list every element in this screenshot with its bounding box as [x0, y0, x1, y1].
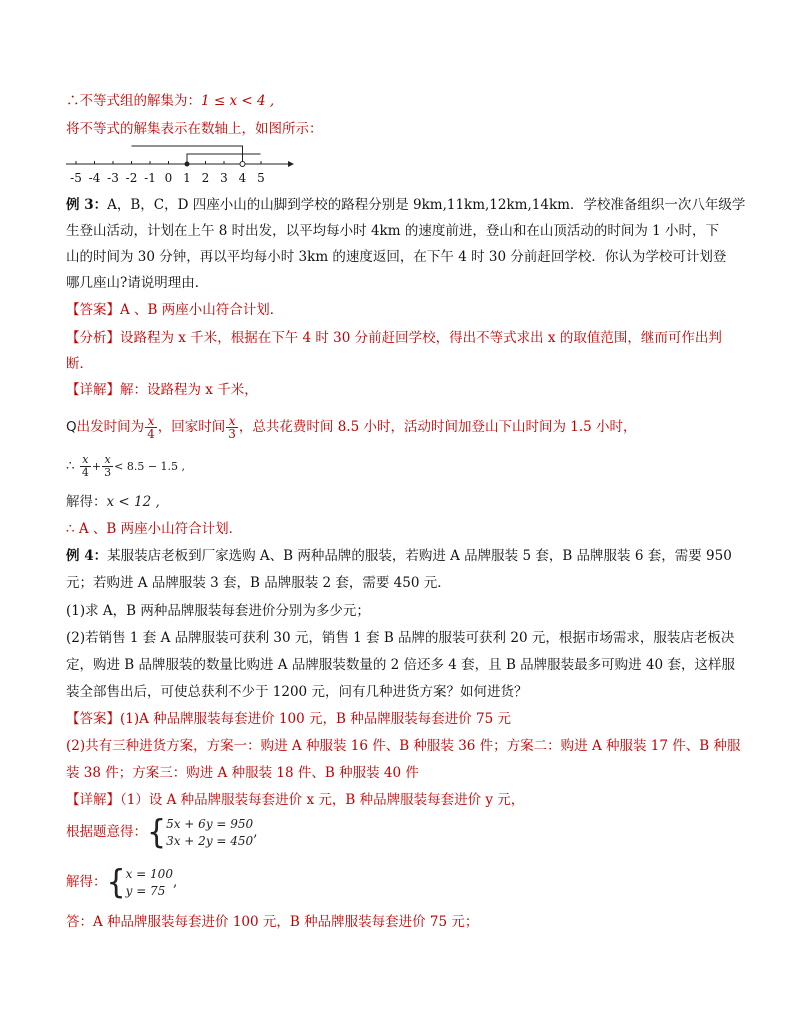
- answer-tag: 【答案】: [66, 711, 120, 727]
- frac-num: x: [226, 415, 238, 428]
- number-line: [66, 142, 296, 188]
- solve-value: x < 12 ,: [106, 494, 160, 510]
- left-brace-icon: {: [147, 812, 167, 852]
- answer-tag: 【答案】: [66, 302, 120, 318]
- ex4-final-answer: 答：A 种品牌服装每套进价 100 元，B 种品牌服装每套进价 75 元；: [66, 914, 479, 930]
- solution-value: 1 ≤ x < 4 ,: [201, 93, 275, 109]
- ex4-line2: 元；若购进 A 品牌服装 3 套，B 品牌服装 2 套，需要 450 元．: [66, 575, 451, 591]
- ex3-conclusion: ∴ A 、B 两座小山符合计划．: [66, 521, 243, 537]
- solution-set-line: [66, 92, 274, 110]
- tick-label: 5: [257, 171, 265, 185]
- open-point: [240, 162, 245, 167]
- left-brace-icon: {: [106, 862, 126, 902]
- eq-label: 根据题意得：: [66, 824, 147, 840]
- ineq-suffix: < 8.5 − 1.5 ,: [114, 460, 186, 473]
- ex4-answer2-line2: 装 38 件；方案三：购进 A 种服装 18 件、B 种服装 40 件: [66, 765, 419, 781]
- frac-num: x: [80, 454, 91, 467]
- ex4-line1: [66, 547, 732, 565]
- solution-prefix: ∴不等式组的解集为：: [66, 93, 201, 109]
- ex3-analysis1: [66, 329, 722, 347]
- equations: [166, 816, 253, 850]
- frac-num: x: [102, 454, 113, 467]
- ex4-equation-system: 根据题意得：{ 5x + 6y = 950 3x + 2y = 450 ,: [66, 812, 258, 852]
- detail-text1: 解：设路程为 x 千米，: [120, 382, 258, 398]
- tick-label: 1: [183, 171, 191, 185]
- detail2-a: 出发时间为: [76, 419, 145, 435]
- axis-arrow-icon: [288, 161, 294, 167]
- ex4-answer1: [66, 710, 511, 728]
- ex3-detail2: [66, 412, 637, 442]
- tick-label: -5: [70, 171, 82, 185]
- frac-den: 3: [228, 427, 236, 441]
- detail-tag: 【详解】: [66, 382, 120, 398]
- tick-label: -4: [88, 171, 101, 185]
- frac-den: 4: [81, 466, 89, 479]
- ex3-line1: [66, 196, 745, 214]
- equation-1: 5x + 6y = 950: [166, 816, 254, 831]
- detail2-b: ，回家时间: [157, 419, 226, 435]
- solution-1: x = 100: [125, 866, 173, 881]
- ex4-label: 例 4：: [66, 548, 108, 564]
- equation-2: 3x + 2y = 450: [166, 833, 254, 848]
- because-icon: Q: [66, 419, 77, 435]
- fraction-x-over-4: [80, 454, 91, 479]
- ex4-q2-line3: 装全部售出后，可使总获利不少于 1200 元，问有几种进货方案？如何进货？: [66, 684, 528, 700]
- tick-label: -1: [144, 171, 156, 185]
- ex4-q1: (1)求 A，B 两种品牌服装每套进价分别为多少元；: [66, 603, 370, 619]
- sol-label: 解得：: [66, 874, 107, 890]
- ex3-text1: A，B，C，D 四座小山的山脚到学校的路程分别是 9km,11km,12km,14km．学校准备组织一次八年级学: [107, 197, 746, 213]
- ex3-solve: [66, 493, 160, 511]
- detail2-c: ，总共花费时间 8.5 小时，活动时间加登山下山时间为 1.5 小时，: [238, 419, 637, 435]
- represent-text: 将不等式的解集表示在数轴上，如图所示：: [66, 121, 323, 137]
- answer-text: A 、B 两座小山符合计划．: [120, 302, 284, 318]
- fraction-x-over-3: [102, 454, 113, 479]
- ex3-analysis2: 断．: [66, 356, 93, 372]
- frac-den: 3: [104, 466, 112, 479]
- solutions: [126, 866, 173, 900]
- ex3-line4: 哪几座山?请说明理由．: [66, 275, 209, 291]
- ex4-detail1: [66, 791, 524, 809]
- frac-num: x: [145, 415, 157, 428]
- tick-label: -2: [125, 171, 138, 185]
- solve-label: 解得：: [66, 494, 107, 510]
- ex3-line3: 山的时间为 30 分钟，再以平均每小时 3km 的速度返回，在下午 4 时 30 分前赶回学校．你认为学校可计划登: [66, 249, 727, 265]
- detail-tag: 【详解】: [66, 792, 120, 808]
- closed-point: [185, 162, 190, 167]
- ex4-q2-line2: 定，购进 B 品牌服装的数量比购进 A 品牌服装数量的 2 倍还多 4 套，且 B 品牌服装最多可购进 40 套，这样服: [66, 657, 735, 673]
- ex3-inequality: ∴ $\frac{x}{4}$ + $\frac{x}{3}$ < 8.5 − 1.5 ,: [66, 453, 186, 479]
- frac-den: 4: [147, 427, 155, 441]
- tick-label: 0: [164, 171, 173, 185]
- tick-label: 2: [201, 171, 210, 185]
- tick-label: 3: [220, 171, 228, 185]
- ex3-line2: 生登山活动，计划在上午 8 时出发，以平均每小时 4km 的速度前进，登山和在山顶活动的时间为 1 小时，下: [66, 223, 719, 239]
- detail-text1: （1）设 A 种品牌服装每套进价 x 元，B 种品牌服装每套进价 y 元，: [120, 792, 525, 808]
- ex4-solution-system: 解得：{ x = 100 y = 75 ,: [66, 862, 178, 902]
- ex4-text1: 某服装店老板到厂家选购 A、B 两种品牌的服装，若购进 A 品牌服装 5 套，B 品牌服装 6 套，需要 950: [107, 548, 732, 564]
- analysis-text1: 设路程为 x 千米，根据在下午 4 时 30 分前赶回学校，得出不等式求出 x 的取值范围，继而可作出判: [120, 330, 722, 346]
- solution-2: y = 75: [125, 883, 166, 898]
- ex4-q2-line1: (2)若销售 1 套 A 品牌服装可获利 30 元，销售 1 套 B 品牌的服装可获利 20 元，根据市场需求，服装店老板决: [66, 630, 735, 646]
- ex3-detail1: [66, 381, 258, 399]
- analysis-tag: 【分析】: [66, 330, 120, 346]
- fraction-x-over-3: [226, 415, 238, 440]
- fraction-x-over-4: [145, 415, 157, 440]
- ex3-answer: [66, 301, 283, 319]
- tick-label: -3: [107, 171, 119, 185]
- ex4-answer2-line1: (2)共有三种进货方案，方案一：购进 A 种服装 16 件、B 种服装 36 件；方案二：购进 A 种服装 17 件、B 种服: [66, 738, 741, 754]
- answer1-text: (1)A 种品牌服装每套进价 100 元，B 种品牌服装每套进价 75 元: [120, 711, 511, 727]
- tick-label: 4: [238, 171, 247, 185]
- ex3-label: 例 3：: [66, 197, 108, 213]
- therefore-icon: ∴: [66, 458, 75, 474]
